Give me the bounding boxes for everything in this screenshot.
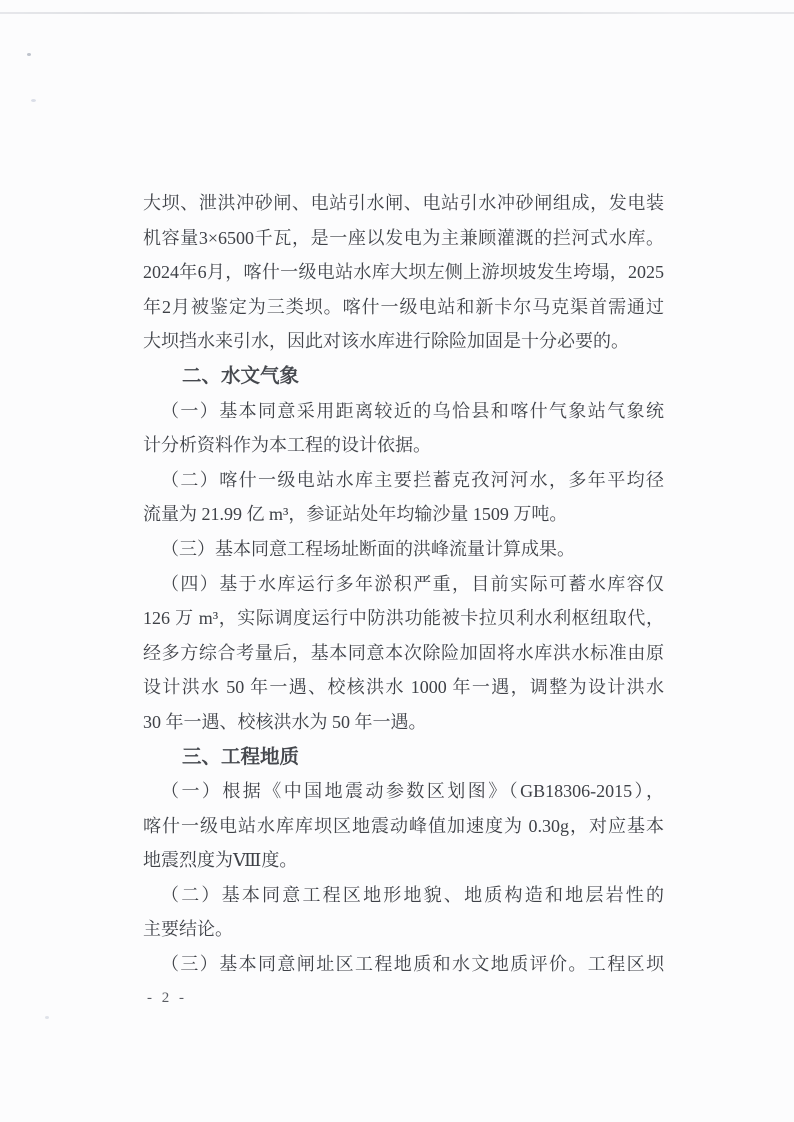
text-line: 地震烈度为Ⅷ度。 (143, 850, 298, 871)
text-line: 机容量3×6500千瓦，是一座以发电为主兼顾灌溉的拦河式水库。 (143, 227, 664, 248)
scan-artifact-line (0, 12, 794, 14)
text-line: 年2月被鉴定为三类坝。喀什一级电站和新卡尔马克渠首需通过 (143, 296, 664, 317)
text-line: 大坝、泄洪冲砂闸、电站引水闸、电站引水冲砂闸组成，发电装 (143, 193, 664, 213)
scan-artifact-speck (31, 99, 36, 102)
text-line: 126 万 m³，实际调度运行中防洪功能被卡拉贝利水利枢纽取代， (143, 608, 664, 629)
text-line: 流量为 21.99 亿 m³，参证站处年均输沙量 1509 万吨。 (143, 504, 568, 525)
text-line: （三）基本同意闸址区工程地质和水文地质评价。工程区坝 (161, 954, 664, 975)
text-line: 主要结论。 (143, 919, 233, 940)
section-heading: 三、工程地质 (182, 745, 300, 768)
text-line: （四）基于水库运行多年淤积严重，目前实际可蓄水库容仅 (161, 573, 664, 594)
text-line: 经多方综合考量后，基本同意本次除险加固将水库洪水标准由原 (143, 642, 664, 663)
text-line: （二）喀什一级电站水库主要拦蓄克孜河河水，多年平均径 (161, 469, 664, 490)
text-line: （二）基本同意工程区地形地貌、地质构造和地层岩性的 (161, 884, 664, 905)
text-line: 大坝挡水来引水，因此对该水库进行除险加固是十分必要的。 (143, 331, 629, 352)
text-line: （一）基本同意采用距离较近的乌恰县和喀什气象站气象统 (161, 400, 664, 421)
text-line: 设计洪水 50 年一遇、校核洪水 1000 年一遇，调整为设计洪水 (143, 677, 664, 698)
text-line: 30 年一遇、校核洪水为 50 年一遇。 (143, 711, 427, 732)
text-line: （一）根据《中国地震动参数区划图》（GB18306-2015）， (161, 781, 664, 802)
text-line: 喀什一级电站水库库坝区地震动峰值加速度为 0.30g，对应基本 (143, 815, 664, 836)
text-line: 计分析资料作为本工程的设计依据。 (143, 435, 431, 456)
page-number: - 2 - (147, 990, 187, 1006)
document-body (143, 186, 664, 982)
scan-artifact-speck (27, 53, 31, 56)
text-line: 2024年6月，喀什一级电站水库大坝左侧上游坝坡发生垮塌，2025 (143, 262, 664, 283)
scan-artifact-speck (45, 1016, 49, 1019)
text-line: （三）基本同意工程场址断面的洪峰流量计算成果。 (161, 538, 575, 559)
section-heading: 二、水文气象 (182, 364, 300, 387)
